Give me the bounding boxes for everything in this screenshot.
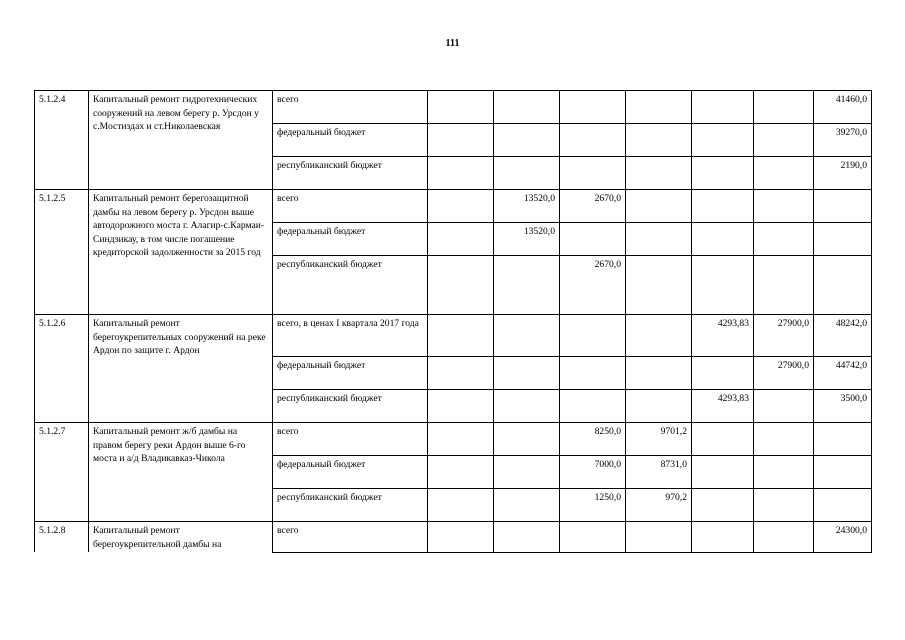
amount-cell [560, 124, 626, 157]
amount-cell [814, 223, 872, 256]
amount-cell [560, 522, 626, 553]
amount-cell: 2670,0 [560, 256, 626, 315]
amount-cell: 1250,0 [560, 489, 626, 522]
amount-cell [494, 315, 560, 357]
project-name: Капитальный ремонт берегозащитной дамбы на левом берегу р. Урсдон выше автодорожного моста г. Алагир-с.Кармаи-Синдзикау, в том числе погашение кредиторской задолженности за 2015 год [89, 190, 273, 315]
funding-source: республиканский бюджет [273, 390, 428, 423]
amount-cell: 44742,0 [814, 357, 872, 390]
project-code: 5.1.2.4 [35, 91, 89, 190]
amount-cell: 2190,0 [814, 157, 872, 190]
amount-cell: 39270,0 [814, 124, 872, 157]
project-name: Капитальный ремонт ж/б дамбы на правом берегу реки Ардон выше 6-го моста и а/д Владикавказ-Чикола [89, 423, 273, 522]
amount-cell [692, 256, 754, 315]
amount-cell [560, 157, 626, 190]
amount-cell [428, 489, 494, 522]
funding-source: федеральный бюджет [273, 223, 428, 256]
amount-cell [494, 489, 560, 522]
amount-cell: 41460,0 [814, 91, 872, 124]
amount-cell [692, 124, 754, 157]
amount-cell [494, 357, 560, 390]
amount-cell [626, 357, 692, 390]
project-name: Капитальный ремонт гидротехнических сооружений на левом берегу р. Урсдон у с.Мостиздах и ст.Николаевская [89, 91, 273, 190]
amount-cell [754, 91, 814, 124]
amount-cell [754, 157, 814, 190]
amount-cell [626, 390, 692, 423]
amount-cell [428, 91, 494, 124]
table-row [35, 315, 872, 357]
funding-source: республиканский бюджет [273, 256, 428, 315]
funding-source: республиканский бюджет [273, 489, 428, 522]
amount-cell: 8731,0 [626, 456, 692, 489]
amount-cell: 3500,0 [814, 390, 872, 423]
amount-cell [754, 456, 814, 489]
amount-cell [692, 190, 754, 223]
funding-source: всего, в ценах I квартала 2017 года [273, 315, 428, 357]
amount-cell: 27900,0 [754, 357, 814, 390]
amount-cell [428, 357, 494, 390]
amount-cell [428, 423, 494, 456]
table-row [35, 91, 872, 124]
amount-cell: 24300,0 [814, 522, 872, 553]
funding-source: республиканский бюджет [273, 157, 428, 190]
amount-cell [494, 157, 560, 190]
amount-cell [560, 390, 626, 423]
amount-cell [494, 390, 560, 423]
amount-cell [428, 315, 494, 357]
amount-cell [428, 124, 494, 157]
amount-cell [626, 190, 692, 223]
amount-cell: 48242,0 [814, 315, 872, 357]
project-name: Капитальный ремонт берегоукрепительных сооружений на реке Ардон по защите г. Ардон [89, 315, 273, 423]
amount-cell [692, 489, 754, 522]
table-row [35, 522, 872, 553]
funding-source: федеральный бюджет [273, 456, 428, 489]
amount-cell [560, 315, 626, 357]
amount-cell [692, 157, 754, 190]
amount-cell: 13520,0 [494, 190, 560, 223]
amount-cell [626, 223, 692, 256]
amount-cell [626, 157, 692, 190]
amount-cell [814, 190, 872, 223]
page-number: 111 [445, 38, 460, 49]
budget-table [34, 90, 872, 553]
amount-cell [754, 423, 814, 456]
amount-cell: 4293,83 [692, 315, 754, 357]
table-row [35, 190, 872, 223]
amount-cell [692, 423, 754, 456]
amount-cell: 8250,0 [560, 423, 626, 456]
amount-cell [814, 489, 872, 522]
amount-cell [754, 390, 814, 423]
amount-cell: 4293,83 [692, 390, 754, 423]
amount-cell [494, 456, 560, 489]
amount-cell [428, 256, 494, 315]
amount-cell: 2670,0 [560, 190, 626, 223]
amount-cell: 9701,2 [626, 423, 692, 456]
funding-source: федеральный бюджет [273, 124, 428, 157]
amount-cell [428, 390, 494, 423]
amount-cell [494, 91, 560, 124]
amount-cell [692, 357, 754, 390]
amount-cell [560, 91, 626, 124]
amount-cell [626, 91, 692, 124]
amount-cell [428, 157, 494, 190]
project-code: 5.1.2.5 [35, 190, 89, 315]
amount-cell [754, 522, 814, 553]
amount-cell: 13520,0 [494, 223, 560, 256]
amount-cell [814, 256, 872, 315]
amount-cell [626, 315, 692, 357]
amount-cell: 7000,0 [560, 456, 626, 489]
project-name: Капитальный ремонт берегоукрепительной дамбы на [89, 522, 273, 553]
amount-cell [754, 256, 814, 315]
amount-cell [626, 522, 692, 553]
amount-cell [754, 190, 814, 223]
table-row [35, 423, 872, 456]
funding-source: всего [273, 423, 428, 456]
funding-source: федеральный бюджет [273, 357, 428, 390]
amount-cell: 27900,0 [754, 315, 814, 357]
funding-source: всего [273, 190, 428, 223]
amount-cell [560, 357, 626, 390]
project-code: 5.1.2.6 [35, 315, 89, 423]
project-code: 5.1.2.8 [35, 522, 89, 553]
amount-cell [814, 423, 872, 456]
amount-cell [560, 223, 626, 256]
funding-source: всего [273, 91, 428, 124]
amount-cell [754, 124, 814, 157]
amount-cell [428, 190, 494, 223]
amount-cell [814, 456, 872, 489]
amount-cell: 970,2 [626, 489, 692, 522]
amount-cell [428, 223, 494, 256]
project-code: 5.1.2.7 [35, 423, 89, 522]
amount-cell [754, 223, 814, 256]
amount-cell [428, 522, 494, 553]
amount-cell [692, 91, 754, 124]
amount-cell [626, 256, 692, 315]
amount-cell [692, 223, 754, 256]
budget-table-body [35, 91, 872, 553]
amount-cell [692, 522, 754, 553]
amount-cell [494, 423, 560, 456]
amount-cell [754, 489, 814, 522]
amount-cell [494, 124, 560, 157]
amount-cell [494, 256, 560, 315]
amount-cell [428, 456, 494, 489]
funding-source: всего [273, 522, 428, 553]
amount-cell [626, 124, 692, 157]
amount-cell [494, 522, 560, 553]
amount-cell [692, 456, 754, 489]
